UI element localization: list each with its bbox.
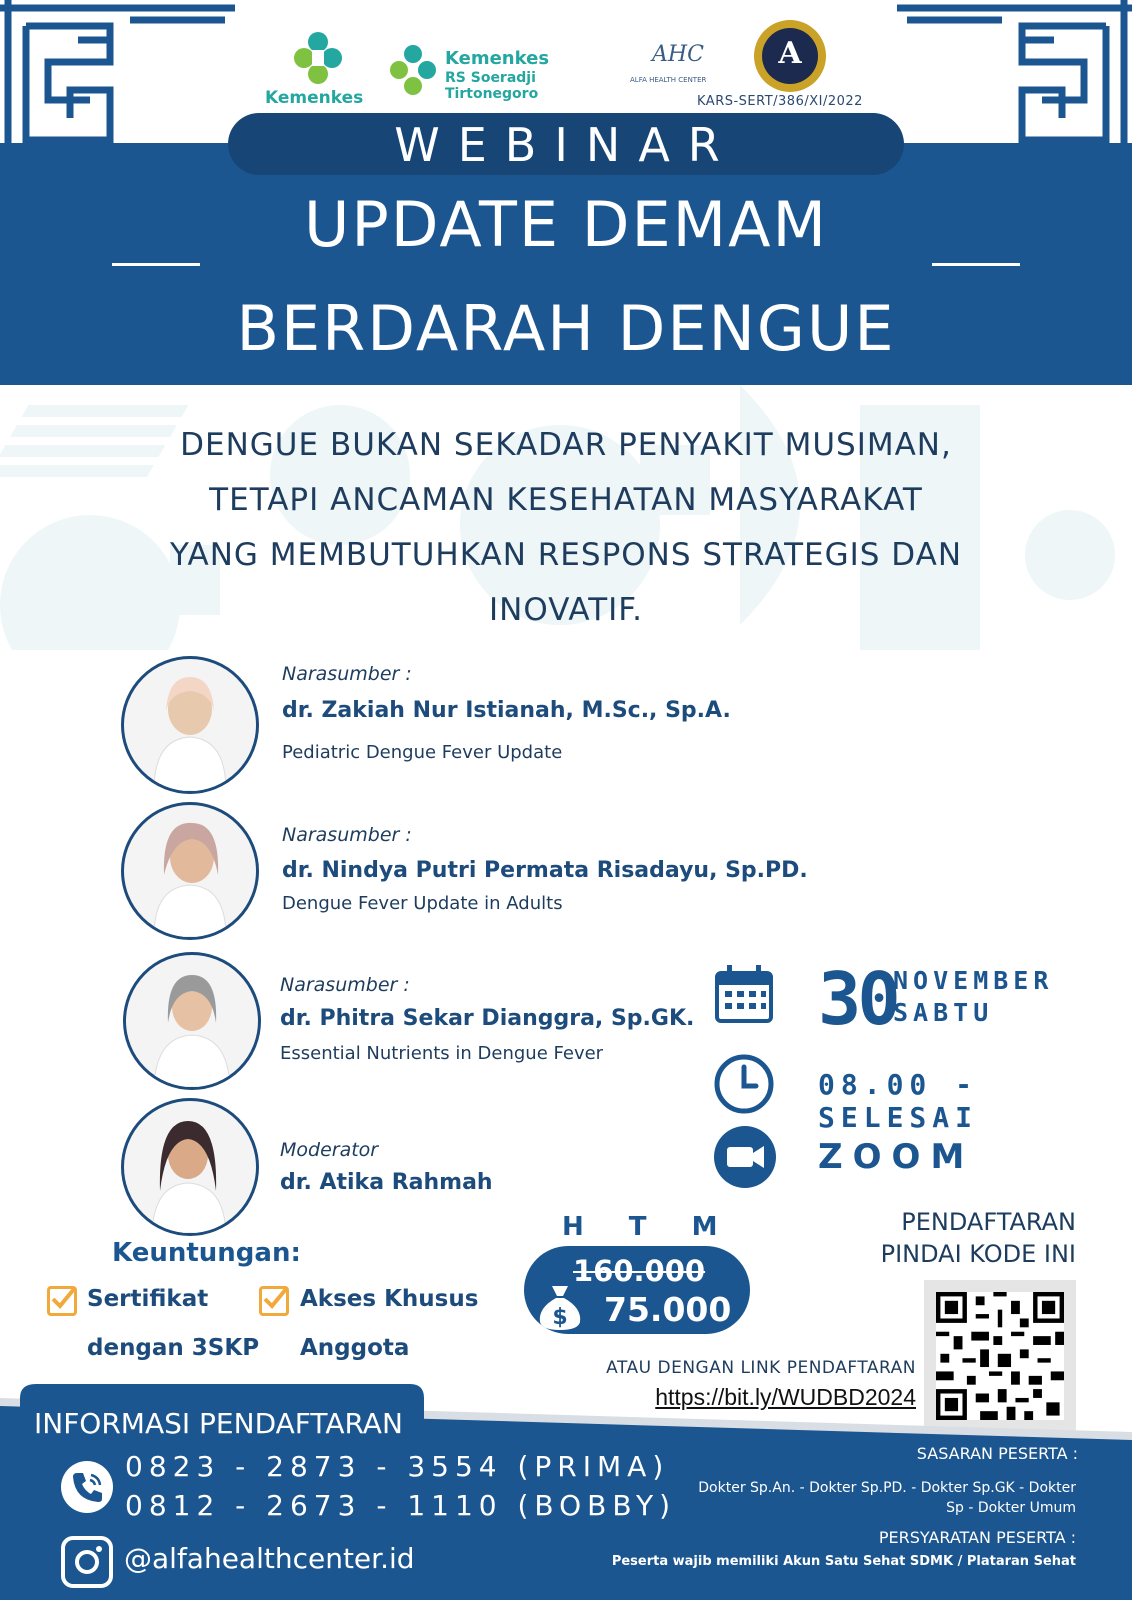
ahc-mark: AHC <box>652 42 704 67</box>
kars-letter: A <box>778 36 802 71</box>
sasaran-title: SASARAN PESERTA : <box>916 1444 1078 1463</box>
speaker-3-topic: Essential Nutrients in Dengue Fever <box>280 1043 604 1064</box>
benefit-2-line-2: Anggota <box>300 1335 410 1361</box>
webinar-label: WEBINAR <box>394 118 738 172</box>
event-time: 08.00 - SELESAI <box>818 1068 979 1134</box>
speaker-3-name: dr. Phitra Sekar Dianggra, Sp.GK. <box>280 1006 695 1031</box>
ahc-name: ALFA HEALTH CENTER <box>630 76 707 84</box>
speaker-3-role: Narasumber : <box>280 974 410 996</box>
htm-label: H T M <box>562 1212 736 1242</box>
tagline <box>0 418 1132 638</box>
corner-ornament-left <box>0 0 235 145</box>
kars-certificate-number: KARS-SERT/386/XI/2022 <box>697 94 863 109</box>
event-month: NOVEMBER <box>893 966 1054 995</box>
kemenkes-flower-icon <box>283 28 353 88</box>
event-weekday: SABTU <box>893 998 994 1027</box>
rs-logo-line1: Kemenkes <box>445 48 550 69</box>
currency-symbol: $ <box>552 1305 568 1330</box>
video-camera-icon <box>713 1125 777 1189</box>
event-platform: ZOOM <box>818 1137 975 1177</box>
benefit-1-line-1: Sertifikat <box>87 1286 209 1312</box>
title-line-2: BERDARAH DENGUE <box>236 292 896 365</box>
check-icon <box>47 1286 77 1316</box>
kars-badge-logo <box>752 18 828 94</box>
speaker-2-photo <box>121 802 259 940</box>
tagline-line-4: INOVATIF. <box>489 592 643 628</box>
benefit-1-line-2: dengan 3SKP <box>87 1335 260 1361</box>
money-bag-icon <box>536 1282 584 1332</box>
moderator-photo <box>121 1098 259 1236</box>
speaker-3-photo <box>123 952 261 1090</box>
clock-icon <box>713 1053 775 1115</box>
kemenkes-logo-text: Kemenkes <box>265 88 364 108</box>
speaker-1-role: Narasumber : <box>282 663 412 685</box>
tagline-line-2: TETAPI ANCAMAN KESEHATAN MASYARAKAT <box>209 482 923 518</box>
speaker-1-topic: Pediatric Dengue Fever Update <box>282 742 563 763</box>
registration-link[interactable]: https://bit.ly/WUDBD2024 <box>655 1384 916 1410</box>
syarat-text: Peserta wajib memiliki Akun Satu Sehat SDMK / Plataran Sehat <box>611 1554 1076 1569</box>
calendar-icon <box>713 963 775 1025</box>
speaker-2-role: Narasumber : <box>282 824 412 846</box>
syarat-title: PERSYARATAN PESERTA : <box>878 1528 1076 1547</box>
registration-label-2: PINDAI KODE INI <box>880 1240 1076 1268</box>
info-title: INFORMASI PENDAFTARAN <box>34 1407 403 1440</box>
sasaran-line-2: Sp - Dokter Umum <box>946 1500 1076 1516</box>
old-price: 160.000 <box>573 1254 706 1288</box>
benefit-2-line-1: Akses Khusus <box>300 1286 479 1312</box>
tagline-line-3: YANG MEMBUTUHKAN RESPONS STRATEGIS DAN <box>169 537 963 573</box>
registration-label-1: PENDAFTARAN <box>901 1208 1076 1236</box>
benefits-title: Keuntungan: <box>112 1238 301 1268</box>
rs-soeradji-logo <box>385 38 625 102</box>
rs-flower-icon <box>385 42 441 98</box>
speaker-1-name: dr. Zakiah Nur Istianah, M.Sc., Sp.A. <box>282 698 731 723</box>
phone-icon <box>61 1461 113 1513</box>
rs-logo-line2: RS Soeradji Tirtonegoro <box>445 70 539 102</box>
speaker-2-name: dr. Nindya Putri Permata Risadayu, Sp.PD. <box>282 858 808 883</box>
moderator-name: dr. Atika Rahmah <box>280 1170 493 1195</box>
sasaran-text <box>640 1478 1076 1518</box>
alfa-health-center-logo <box>630 40 730 90</box>
sasaran-line-1: Dokter Sp.An. - Dokter Sp.PD. - Dokter Sp.GK - Dokter <box>698 1480 1076 1496</box>
phone-number-1[interactable]: 0823 - 2873 - 3554 (PRIMA) <box>125 1450 670 1483</box>
kemenkes-logo <box>265 28 375 108</box>
tagline-line-1: DENGUE BUKAN SEKADAR PENYAKIT MUSIMAN, <box>180 427 952 463</box>
new-price: 75.000 <box>604 1290 732 1329</box>
registration-link-label: ATAU DENGAN LINK PENDAFTARAN <box>606 1358 916 1378</box>
moderator-role: Moderator <box>280 1139 379 1161</box>
phone-number-2[interactable]: 0812 - 2673 - 1110 (BOBBY) <box>125 1489 677 1522</box>
event-day: 30 <box>818 957 897 1041</box>
check-icon <box>259 1286 289 1316</box>
instagram-icon <box>61 1536 113 1588</box>
speaker-1-photo <box>121 656 259 794</box>
corner-ornament-right <box>897 0 1132 145</box>
instagram-handle[interactable]: @alfahealthcenter.id <box>124 1542 415 1575</box>
speaker-2-topic: Dengue Fever Update in Adults <box>282 893 563 914</box>
title-dash-left <box>112 263 200 266</box>
title-line-1: UPDATE DEMAM <box>303 188 829 261</box>
title-dash-right <box>932 263 1020 266</box>
